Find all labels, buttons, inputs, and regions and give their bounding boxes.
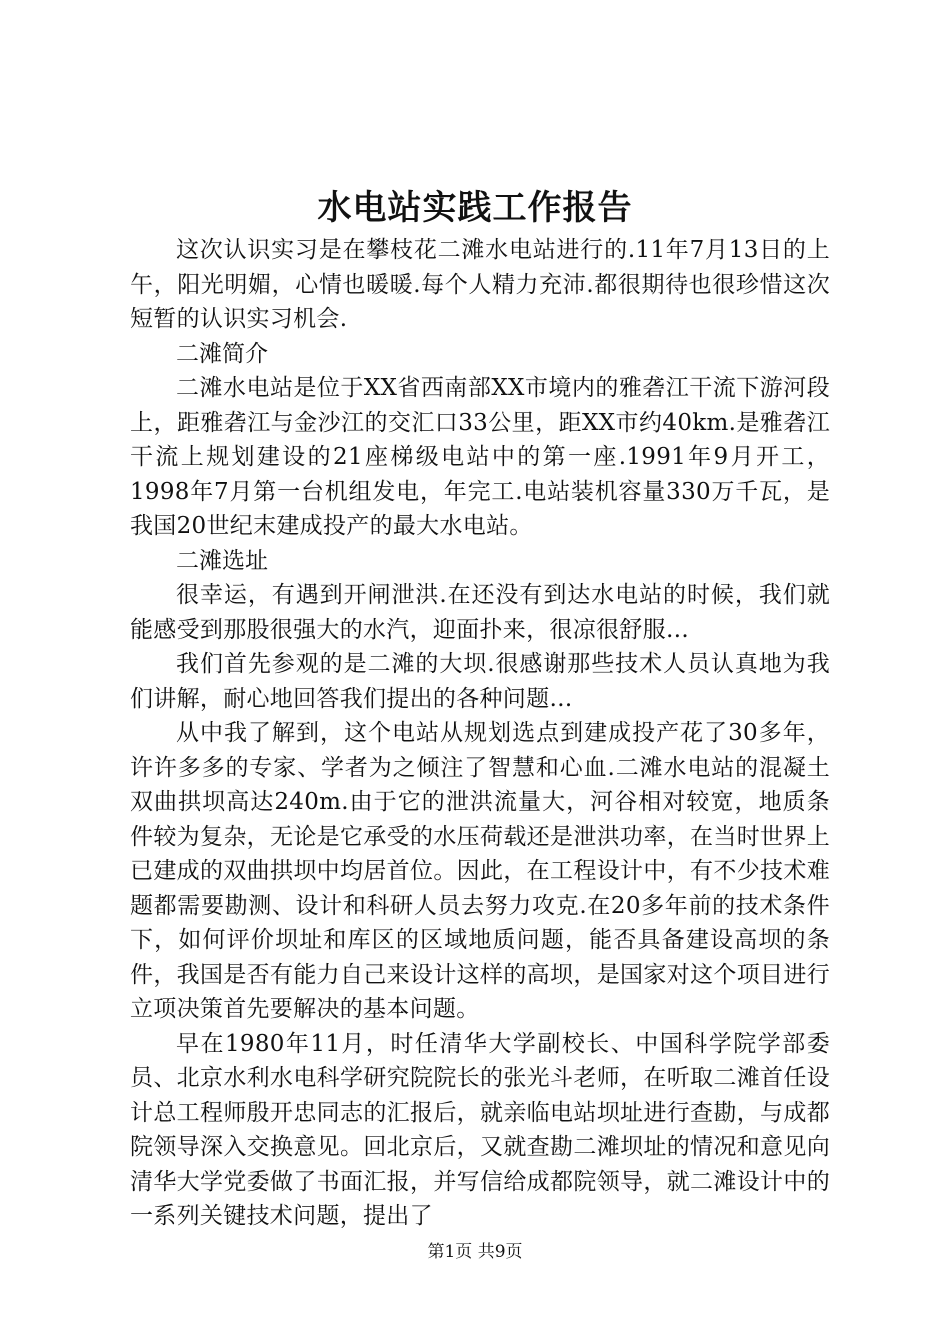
paragraph-history: 早在1980年11月，时任清华大学副校长、中国科学院学部委员、北京水利水电科学研究院院长的张光斗老师，在听取二滩首任设计总工程师殷开忠同志的汇报后，就亲临电站坝址进行查勘，与成都院领导深入交换意见。回北京后，又就查勘二滩坝址的情况和意见向清华大学党委做了书面汇报，并写信给成都院领导，就二滩设计中的一系列关键技术问题，提出了 [130,1030,830,1229]
paragraph-overview: 二滩水电站是位于XX省西南部XX市境内的雅砻江干流下游河段上，距雅砻江与金沙江的交汇口33公里，距XX市约40km.是雅砻江干流上规划建设的21座梯级电站中的第一座.1991年9月开工，1998年7月第一台机组发电，年完工.电站装机容量330万千瓦，是我国20世纪末建成投产的最大水电站。 [130,375,830,539]
section-heading-site: 二滩选址 [176,547,268,574]
section-heading-intro: 二滩简介 [176,340,268,367]
paragraph-intro: 这次认识实习是在攀枝花二滩水电站进行的.11年7月13日的上午，阳光明媚，心情也暖暖.每个人精力充沛.都很期待也很珍惜这次短暂的认识实习机会. [130,237,830,332]
paragraph-dam-visit: 我们首先参观的是二滩的大坝.很感谢那些技术人员认真地为我们讲解，耐心地回答我们提出的各种问题… [130,651,830,712]
document-title: 水电站实践工作报告 [317,188,633,228]
page-footer: 第1页 共9页 [427,1242,523,1262]
paragraph-dam-details: 从中我了解到，这个电站从规划选点到建成投产花了30多年，许许多多的专家、学者为之倾注了智慧和心血.二滩水电站的混凝土双曲拱坝高达240m.由于它的泄洪流量大，河谷相对较宽，地质条件较为复杂，无论是它承受的水压荷载还是泄洪功率，在当时世界上已建成的双曲拱坝中均居首位。因此，在工程设计中，有不少技术难题都需要勘测、设计和科研人员去努力攻克.在20多年前的技术条件下，如何评价坝址和库区的区域地质问题，能否具备建设高坝的条件，我国是否有能力自己来设计这样的高坝，是国家对这个项目进行立项决策首先要解决的基本问题。 [130,720,830,1022]
paragraph-flood-release: 很幸运，有遇到开闸泄洪.在还没有到达水电站的时候，我们就能感受到那股很强大的水汽，迎面扑来，很凉很舒服… [130,582,830,643]
document-body [130,233,830,1234]
